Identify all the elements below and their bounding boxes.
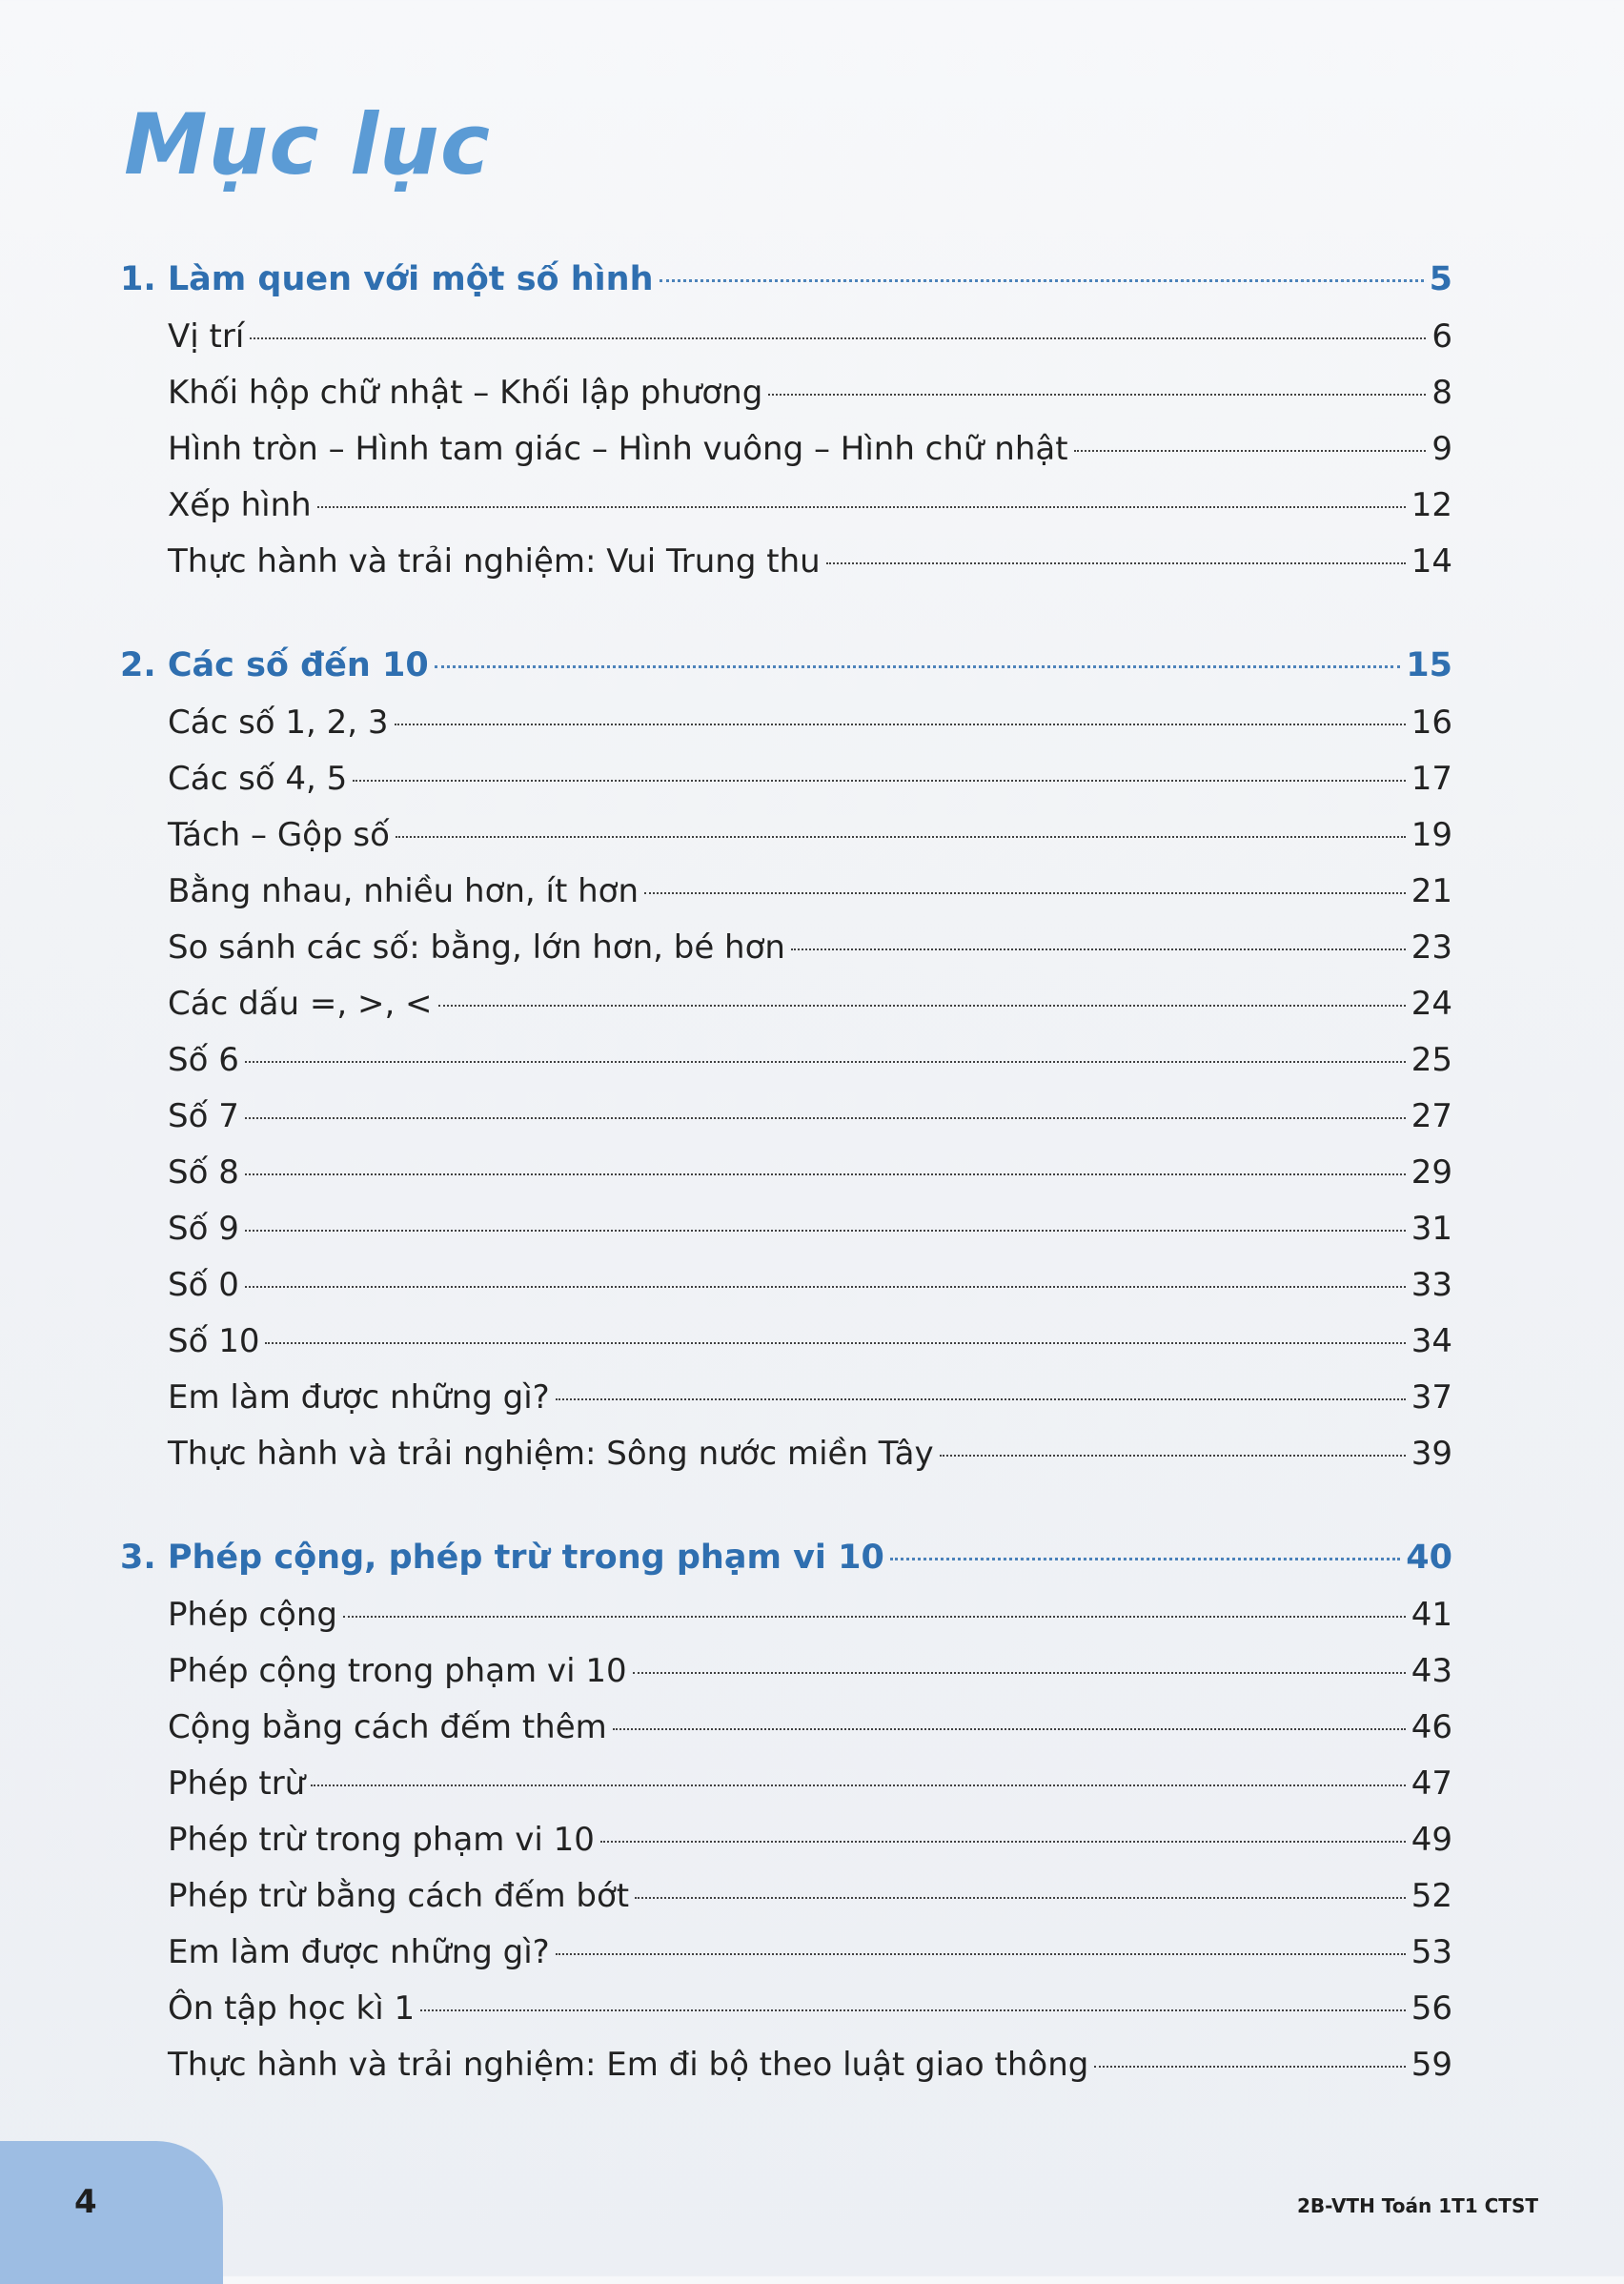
dot-leader — [245, 1286, 1406, 1288]
dot-leader — [613, 1728, 1406, 1730]
dot-leader — [250, 337, 1426, 339]
toc-page-number: 59 — [1411, 2046, 1452, 2084]
toc-entry-title: Thực hành và trải nghiệm: Em đi bộ theo luật giao thông — [168, 2046, 1089, 2084]
toc-page-number: 19 — [1411, 816, 1452, 854]
toc-entry[interactable] — [120, 1201, 1452, 1257]
toc-entry-title: So sánh các số: bằng, lớn hơn, bé hơn — [168, 928, 785, 967]
toc-entry-title: Các dấu =, >, < — [168, 985, 433, 1023]
toc-section — [120, 636, 1452, 1482]
toc-entry[interactable] — [120, 751, 1452, 807]
toc-entry-title: Phép trừ bằng cách đếm bớt — [168, 1877, 630, 1915]
toc-page-number: 40 — [1406, 1539, 1452, 1577]
toc-entry[interactable] — [120, 695, 1452, 751]
dot-leader — [635, 1897, 1406, 1899]
toc-entry-title: Em làm được những gì? — [168, 1378, 550, 1417]
toc-entry[interactable] — [120, 1925, 1452, 1981]
dot-leader — [633, 1672, 1406, 1674]
toc-entry-title: Thực hành và trải nghiệm: Vui Trung thu — [168, 542, 821, 581]
toc-page-number: 31 — [1411, 1210, 1452, 1248]
toc-page-number: 27 — [1411, 1097, 1452, 1135]
toc-entry[interactable] — [120, 1812, 1452, 1868]
toc-entry-title: Xếp hình — [168, 486, 312, 524]
dot-leader — [826, 562, 1406, 564]
toc-entry-title: Số 10 — [168, 1322, 260, 1360]
toc-section — [120, 250, 1452, 590]
dot-leader — [396, 836, 1406, 838]
toc-page-number: 23 — [1411, 928, 1452, 967]
toc-entry[interactable] — [120, 864, 1452, 920]
dot-leader — [556, 1398, 1406, 1400]
page-title: Mục lục — [124, 95, 491, 194]
toc-entry[interactable] — [120, 1643, 1452, 1700]
toc-entry-title: Số 7 — [168, 1097, 239, 1135]
toc-page-number: 8 — [1431, 374, 1452, 412]
toc-entry[interactable] — [120, 534, 1452, 590]
toc-entry-title: Tách – Gộp số — [168, 816, 390, 854]
toc-entry-title: Các số 4, 5 — [168, 760, 348, 798]
toc-entry-title: Cộng bằng cách đếm thêm — [168, 1708, 607, 1746]
toc-entry-title: Số 0 — [168, 1266, 239, 1304]
toc-entry[interactable] — [120, 807, 1452, 864]
toc-page-number: 25 — [1411, 1041, 1452, 1079]
footer-tab — [0, 2141, 223, 2284]
toc-page-number: 47 — [1411, 1764, 1452, 1803]
toc-page-number: 21 — [1411, 872, 1452, 910]
toc-entry[interactable] — [120, 2037, 1452, 2093]
toc-page-number: 34 — [1411, 1322, 1452, 1360]
toc-page-number: 41 — [1411, 1596, 1452, 1634]
toc-entry[interactable] — [120, 478, 1452, 534]
toc-entry-title: Thực hành và trải nghiệm: Sông nước miền Tây — [168, 1435, 934, 1473]
dot-leader — [791, 948, 1406, 950]
toc-page-number: 53 — [1411, 1933, 1452, 1971]
toc-entry[interactable] — [120, 1981, 1452, 2037]
book-code: 2B-VTH Toán 1T1 CTST — [1296, 2194, 1538, 2217]
toc-entry-title: 2. Các số đến 10 — [120, 646, 429, 684]
dot-leader — [768, 394, 1426, 396]
toc-page-number: 52 — [1411, 1877, 1452, 1915]
dot-leader — [245, 1173, 1406, 1175]
toc-entry-title: Phép trừ trong phạm vi 10 — [168, 1821, 595, 1859]
toc-page-number: 9 — [1431, 430, 1452, 468]
dot-leader — [890, 1558, 1400, 1560]
toc-chapter-heading[interactable] — [120, 250, 1452, 309]
toc-page-number: 6 — [1431, 317, 1452, 356]
dot-leader — [245, 1230, 1406, 1232]
toc-entry[interactable] — [120, 920, 1452, 976]
toc-entry-title: Phép cộng trong phạm vi 10 — [168, 1652, 627, 1690]
dot-leader — [353, 780, 1405, 782]
toc-entry-title: Em làm được những gì? — [168, 1933, 550, 1971]
toc-entry[interactable] — [120, 1700, 1452, 1756]
toc-page-number: 24 — [1411, 985, 1452, 1023]
toc-page-number: 16 — [1411, 704, 1452, 742]
toc-entry[interactable] — [120, 421, 1452, 478]
toc-entry-title: Hình tròn – Hình tam giác – Hình vuông – Hình chữ nhật — [168, 430, 1068, 468]
toc-chapter-heading[interactable] — [120, 636, 1452, 695]
dot-leader — [940, 1455, 1406, 1457]
dot-leader — [245, 1061, 1406, 1063]
toc-entry-title: Khối hộp chữ nhật – Khối lập phương — [168, 374, 763, 412]
dot-leader — [245, 1117, 1406, 1119]
toc-page-number: 43 — [1411, 1652, 1452, 1690]
dot-leader — [265, 1342, 1405, 1344]
toc-page-number: 12 — [1411, 486, 1452, 524]
dot-leader — [1074, 450, 1427, 452]
toc-entry-title: Các số 1, 2, 3 — [168, 704, 389, 742]
toc-entry[interactable] — [120, 1257, 1452, 1314]
toc-entry[interactable] — [120, 1032, 1452, 1089]
dot-leader — [556, 1953, 1406, 1955]
toc-entry-title: Vị trí — [168, 317, 245, 356]
toc-page-number: 37 — [1411, 1378, 1452, 1417]
toc-entry[interactable] — [120, 1868, 1452, 1925]
toc-entry[interactable] — [120, 1426, 1452, 1482]
toc-page-number: 14 — [1411, 542, 1452, 581]
toc-entry-title: 3. Phép cộng, phép trừ trong phạm vi 10 — [120, 1539, 884, 1577]
toc-page-number: 5 — [1429, 260, 1452, 298]
toc-entry-title: Số 8 — [168, 1153, 239, 1192]
toc-entry[interactable] — [120, 1587, 1452, 1643]
dot-leader — [600, 1841, 1406, 1843]
toc-entry[interactable] — [120, 1370, 1452, 1426]
toc-page-number: 29 — [1411, 1153, 1452, 1192]
dot-leader — [420, 2009, 1406, 2011]
toc-entry-title: 1. Làm quen với một số hình — [120, 260, 654, 298]
toc-page-number: 15 — [1406, 646, 1452, 684]
toc-entry[interactable] — [120, 1145, 1452, 1201]
toc-entry[interactable] — [120, 309, 1452, 365]
table-of-contents — [120, 250, 1452, 2139]
toc-section — [120, 1528, 1452, 2093]
toc-entry[interactable] — [120, 1756, 1452, 1812]
toc-page-number: 39 — [1411, 1435, 1452, 1473]
toc-entry-title: Số 9 — [168, 1210, 239, 1248]
dot-leader — [343, 1616, 1406, 1618]
toc-page-number: 56 — [1411, 1989, 1452, 2028]
dot-leader — [644, 892, 1406, 894]
toc-entry[interactable] — [120, 365, 1452, 421]
toc-page-number: 33 — [1411, 1266, 1452, 1304]
toc-entry-title: Phép trừ — [168, 1764, 306, 1803]
toc-entry-title: Bằng nhau, nhiều hơn, ít hơn — [168, 872, 639, 910]
toc-entry-title: Số 6 — [168, 1041, 239, 1079]
toc-page-number: 46 — [1411, 1708, 1452, 1746]
toc-chapter-heading[interactable] — [120, 1528, 1452, 1587]
toc-entry[interactable] — [120, 976, 1452, 1032]
dot-leader — [1094, 2066, 1405, 2068]
page-number: 4 — [74, 2183, 97, 2221]
dot-leader — [311, 1784, 1406, 1786]
dot-leader — [660, 279, 1424, 282]
dot-leader — [395, 724, 1406, 725]
toc-page-number: 49 — [1411, 1821, 1452, 1859]
dot-leader — [317, 506, 1406, 508]
toc-entry-title: Ôn tập học kì 1 — [168, 1989, 416, 2028]
toc-entry-title: Phép cộng — [168, 1596, 337, 1634]
toc-entry[interactable] — [120, 1314, 1452, 1370]
toc-page-number: 17 — [1411, 760, 1452, 798]
toc-entry[interactable] — [120, 1089, 1452, 1145]
dot-leader — [435, 665, 1401, 668]
dot-leader — [438, 1005, 1406, 1007]
